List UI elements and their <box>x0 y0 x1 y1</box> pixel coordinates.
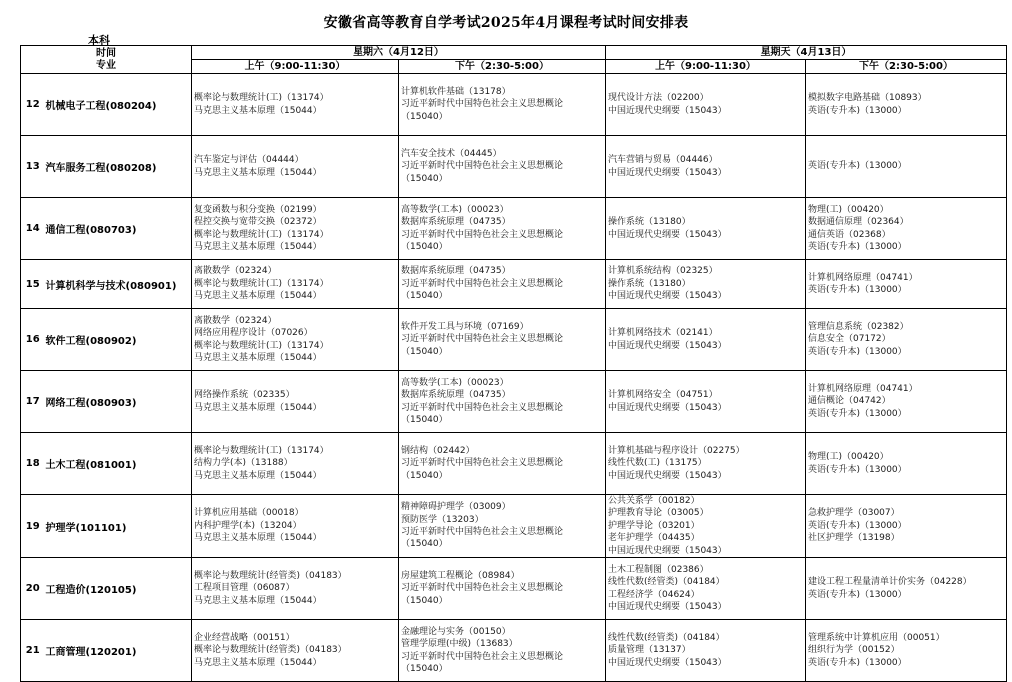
course-line: 英语(专升本)（13000） <box>808 105 907 116</box>
sat-am-cell <box>192 309 399 371</box>
course-line: 英语(专升本)（13000） <box>808 285 907 295</box>
course-line: 网络操作系统（02335） <box>194 390 295 401</box>
course-line: 通信概论（04742） <box>808 396 891 407</box>
table-row <box>21 371 1007 433</box>
row-number: 18 <box>21 433 45 495</box>
page-title: 安徽省高等教育自学考试2025年4月课程考试时间安排表 <box>323 15 689 31</box>
time-label: 时间 <box>96 47 116 59</box>
course-line: 内科护理学(本)（13204） <box>194 520 302 531</box>
course-line: 计算机网络原理（04741） <box>808 272 918 283</box>
sun-pm-cell <box>806 433 1007 495</box>
course-line: 中国近现代史纲要（15043） <box>608 167 727 178</box>
sun-am-cell <box>606 74 806 136</box>
course-line: 计算机网络安全（04751） <box>608 390 718 401</box>
course-line: 概率论与数理统计(工)（13174） <box>194 278 329 289</box>
course-line: 汽车鉴定与评估（04444） <box>194 155 304 166</box>
course-line: 离散数学（02324） <box>194 315 277 326</box>
sat-am-cell <box>192 260 399 309</box>
course-line: 马克思主义基本原理（15044） <box>194 105 322 116</box>
major-name: 护理学(101101) <box>45 495 192 558</box>
course-line: 概率论与数理统计(工)（13174） <box>194 229 329 240</box>
sat-pm-cell <box>399 371 606 433</box>
sun-am-cell <box>606 620 806 682</box>
row-number: 17 <box>21 371 45 433</box>
exam-schedule-table <box>20 45 1007 682</box>
course-line: （15040） <box>401 291 448 302</box>
course-line: 通信英语（02368） <box>808 229 891 240</box>
course-line: 社区护理学（13198） <box>808 533 900 544</box>
sat-pm-cell <box>399 74 606 136</box>
sat-am-cell <box>192 198 399 260</box>
course-line: 中国近现代史纲要（15043） <box>608 545 727 556</box>
sat-pm-cell <box>399 309 606 371</box>
sat-am-cell <box>192 371 399 433</box>
day1-pm-header: 下午（2:30-5:00） <box>399 60 606 74</box>
course-line: 马克思主义基本原理（15044） <box>194 402 322 413</box>
course-line: 习近平新时代中国特色社会主义思想概论 <box>401 278 564 289</box>
course-line: 建设工程工程量清单计价实务（04228） <box>808 577 972 588</box>
day1-am-header: 上午（9:00-11:30） <box>192 60 399 74</box>
row-number: 14 <box>21 198 45 260</box>
row-number: 13 <box>21 136 45 198</box>
table-row <box>21 74 1007 136</box>
course-line: 习近平新时代中国特色社会主义思想概论 <box>401 99 564 110</box>
course-line: 计算机软件基础（13178） <box>401 86 511 97</box>
course-line: 习近平新时代中国特色社会主义思想概论 <box>401 402 564 413</box>
course-line: 英语(专升本)（13000） <box>808 161 907 172</box>
course-line: 预防医学（13203） <box>401 514 484 525</box>
major-label: 专业 <box>96 59 116 71</box>
course-line: 马克思主义基本原理（15044） <box>194 657 322 668</box>
course-line: 结构力学(本)（13188） <box>194 458 293 469</box>
sat-am-cell <box>192 74 399 136</box>
course-line: 模拟数字电路基础（10893） <box>808 93 927 104</box>
course-line: （15040） <box>401 346 448 357</box>
course-line: 中国近现代史纲要（15043） <box>608 402 727 413</box>
course-line: 组织行为学（00152） <box>808 645 900 656</box>
course-line: 概率论与数理统计(经管类)（04183） <box>194 570 347 581</box>
row-number: 20 <box>21 558 45 620</box>
row-number: 19 <box>21 495 45 558</box>
course-line: （15040） <box>401 241 448 252</box>
course-line: （15040） <box>401 173 448 184</box>
course-line: 护理教育导论（03005） <box>608 508 709 519</box>
sat-am-cell <box>192 433 399 495</box>
course-line: 土木工程制图（02386） <box>608 564 709 575</box>
course-line: 习近平新时代中国特色社会主义思想概论 <box>401 651 564 662</box>
course-line: 质量管理（13137） <box>608 645 691 656</box>
major-name: 机械电子工程(080204) <box>45 74 192 136</box>
course-line: （15040） <box>401 470 448 481</box>
course-line: 马克思主义基本原理（15044） <box>194 470 322 481</box>
sun-am-cell <box>606 558 806 620</box>
corner-header <box>21 46 192 74</box>
course-line: 精神障碍护理学（03009） <box>401 502 511 513</box>
course-line: 马克思主义基本原理（15044） <box>194 352 322 363</box>
course-line: 程控交换与宽带交换（02372） <box>194 217 322 228</box>
sun-pm-cell <box>806 260 1007 309</box>
course-line: 操作系统（13180） <box>608 278 691 289</box>
course-line: 数据通信原理（02364） <box>808 217 909 228</box>
sat-am-cell <box>192 620 399 682</box>
course-line: （15040） <box>401 539 448 550</box>
course-line: 管理系统中计算机应用（00051） <box>808 632 945 643</box>
table-row <box>21 433 1007 495</box>
sat-pm-cell <box>399 558 606 620</box>
course-line: 操作系统（13180） <box>608 217 691 228</box>
sat-pm-cell <box>399 136 606 198</box>
course-line: 英语(专升本)（13000） <box>808 589 907 600</box>
course-line: 中国近现代史纲要（15043） <box>608 229 727 240</box>
course-line: 中国近现代史纲要（15043） <box>608 601 727 612</box>
course-line: 数据库系统原理（04735） <box>401 217 511 228</box>
table-row <box>21 495 1007 558</box>
course-line: 离散数学（02324） <box>194 266 277 277</box>
course-line: 汽车安全技术（04445） <box>401 148 502 159</box>
sun-pm-cell <box>806 74 1007 136</box>
course-line: 计算机系统结构（02325） <box>608 266 718 277</box>
course-line: 护理学导论（03201） <box>608 520 700 531</box>
course-line: 计算机网络技术（02141） <box>608 328 718 339</box>
course-line: 公共关系学（00182） <box>608 496 700 506</box>
row-number: 16 <box>21 309 45 371</box>
table-row <box>21 198 1007 260</box>
sun-am-cell <box>606 495 806 558</box>
course-line: 马克思主义基本原理（15044） <box>194 241 322 252</box>
course-line: 中国近现代史纲要（15043） <box>608 105 727 116</box>
course-line: 英语(专升本)（13000） <box>808 346 907 357</box>
day2-am-header: 上午（9:00-11:30） <box>606 60 806 74</box>
course-line: 工程项目管理（06087） <box>194 583 295 594</box>
sun-pm-cell <box>806 309 1007 371</box>
course-line: （15040） <box>401 111 448 122</box>
sat-am-cell <box>192 495 399 558</box>
course-line: 中国近现代史纲要（15043） <box>608 291 727 302</box>
course-line: 软件开发工具与环境（07169） <box>401 321 529 332</box>
table-row <box>21 309 1007 371</box>
section-label: 本科 <box>88 34 110 47</box>
course-line: 管理学原理(中级)（13683） <box>401 639 518 650</box>
course-line: 中国近现代史纲要（15043） <box>608 470 727 481</box>
major-name: 汽车服务工程(080208) <box>45 136 192 198</box>
course-line: 急救护理学（03007） <box>808 508 900 519</box>
major-name: 软件工程(080902) <box>45 309 192 371</box>
sun-am-cell <box>606 433 806 495</box>
sun-am-cell <box>606 309 806 371</box>
sat-pm-cell <box>399 495 606 558</box>
course-line: 钢结构（02442） <box>401 445 475 456</box>
sat-pm-cell <box>399 198 606 260</box>
sun-pm-cell <box>806 136 1007 198</box>
course-line: 数据库系统原理（04735） <box>401 266 511 277</box>
course-line: 习近平新时代中国特色社会主义思想概论 <box>401 527 564 538</box>
sun-am-cell <box>606 198 806 260</box>
sat-pm-cell <box>399 620 606 682</box>
course-line: 线性代数(经管类)（04184） <box>608 577 725 588</box>
course-line: 现代设计方法（02200） <box>608 93 709 104</box>
course-line: 高等数学(工本)（00023） <box>401 204 509 215</box>
course-line: 工程经济学（04624） <box>608 589 700 600</box>
table-row <box>21 558 1007 620</box>
course-line: 数据库系统原理（04735） <box>401 390 511 401</box>
course-line: 房屋建筑工程概论（08984） <box>401 570 520 581</box>
course-line: 信息安全（07172） <box>808 334 891 345</box>
sun-pm-cell <box>806 495 1007 558</box>
course-line: 金融理论与实务（00150） <box>401 626 511 637</box>
course-line: 英语(专升本)（13000） <box>808 408 907 419</box>
course-line: （15040） <box>401 414 448 425</box>
course-line: 线性代数(经管类)（04184） <box>608 632 725 643</box>
course-line: 高等数学(工本)（00023） <box>401 377 509 388</box>
major-name: 土木工程(081001) <box>45 433 192 495</box>
course-line: 习近平新时代中国特色社会主义思想概论 <box>401 229 564 240</box>
course-line: 计算机网络原理（04741） <box>808 383 918 394</box>
course-line: 汽车营销与贸易（04446） <box>608 155 718 166</box>
course-line: 马克思主义基本原理（15044） <box>194 167 322 178</box>
course-line: 管理信息系统（02382） <box>808 321 909 332</box>
course-line: 马克思主义基本原理（15044） <box>194 533 322 544</box>
course-line: 英语(专升本)（13000） <box>808 464 907 475</box>
sat-pm-cell <box>399 260 606 309</box>
course-line: 概率论与数理统计(工)（13174） <box>194 340 329 351</box>
course-line: 习近平新时代中国特色社会主义思想概论 <box>401 161 564 172</box>
course-line: 网络应用程序设计（07026） <box>194 328 313 339</box>
sun-am-cell <box>606 371 806 433</box>
row-number: 15 <box>21 260 45 309</box>
course-line: 习近平新时代中国特色社会主义思想概论 <box>401 458 564 469</box>
course-line: 概率论与数理统计(工)（13174） <box>194 445 329 456</box>
course-line: 计算机应用基础（00018） <box>194 508 304 519</box>
sun-pm-cell <box>806 371 1007 433</box>
course-line: 中国近现代史纲要（15043） <box>608 340 727 351</box>
major-name: 计算机科学与技术(080901) <box>45 260 192 309</box>
course-line: 概率论与数理统计(经管类)（04183） <box>194 645 347 656</box>
sun-pm-cell <box>806 198 1007 260</box>
major-name: 网络工程(080903) <box>45 371 192 433</box>
course-line: 习近平新时代中国特色社会主义思想概论 <box>401 334 564 345</box>
major-name: 工商管理(120201) <box>45 620 192 682</box>
table-row <box>21 136 1007 198</box>
course-line: 马克思主义基本原理（15044） <box>194 595 322 606</box>
course-line: （15040） <box>401 595 448 606</box>
row-number: 12 <box>21 74 45 136</box>
table-row <box>21 260 1007 309</box>
course-line: 习近平新时代中国特色社会主义思想概论 <box>401 583 564 594</box>
course-line: 复变函数与积分变换（02199） <box>194 204 322 215</box>
course-line: 中国近现代史纲要（15043） <box>608 657 727 668</box>
course-line: 物理(工)（00420） <box>808 204 889 215</box>
table-row <box>21 620 1007 682</box>
day2-header: 星期天（4月13日） <box>606 46 1007 60</box>
course-line: （15040） <box>401 663 448 674</box>
sat-pm-cell <box>399 433 606 495</box>
day1-header: 星期六（4月12日） <box>192 46 606 60</box>
row-number: 21 <box>21 620 45 682</box>
sun-pm-cell <box>806 620 1007 682</box>
course-line: 英语(专升本)（13000） <box>808 657 907 668</box>
sat-am-cell <box>192 136 399 198</box>
major-name: 通信工程(080703) <box>45 198 192 260</box>
sun-am-cell <box>606 136 806 198</box>
course-line: 物理(工)（00420） <box>808 452 889 463</box>
course-line: 企业经营战略（00151） <box>194 632 295 643</box>
course-line: 英语(专升本)（13000） <box>808 241 907 252</box>
day2-pm-header: 下午（2:30-5:00） <box>806 60 1007 74</box>
course-line: 线性代数(工)（13175） <box>608 458 707 469</box>
sat-am-cell <box>192 558 399 620</box>
course-line: 计算机基础与程序设计（02275） <box>608 445 745 456</box>
sun-pm-cell <box>806 558 1007 620</box>
course-line: 马克思主义基本原理（15044） <box>194 291 322 302</box>
course-line: 英语(专升本)（13000） <box>808 520 907 531</box>
course-line: 概率论与数理统计(工)（13174） <box>194 93 329 104</box>
sun-am-cell <box>606 260 806 309</box>
course-line: 老年护理学（04435） <box>608 533 700 544</box>
major-name: 工程造价(120105) <box>45 558 192 620</box>
